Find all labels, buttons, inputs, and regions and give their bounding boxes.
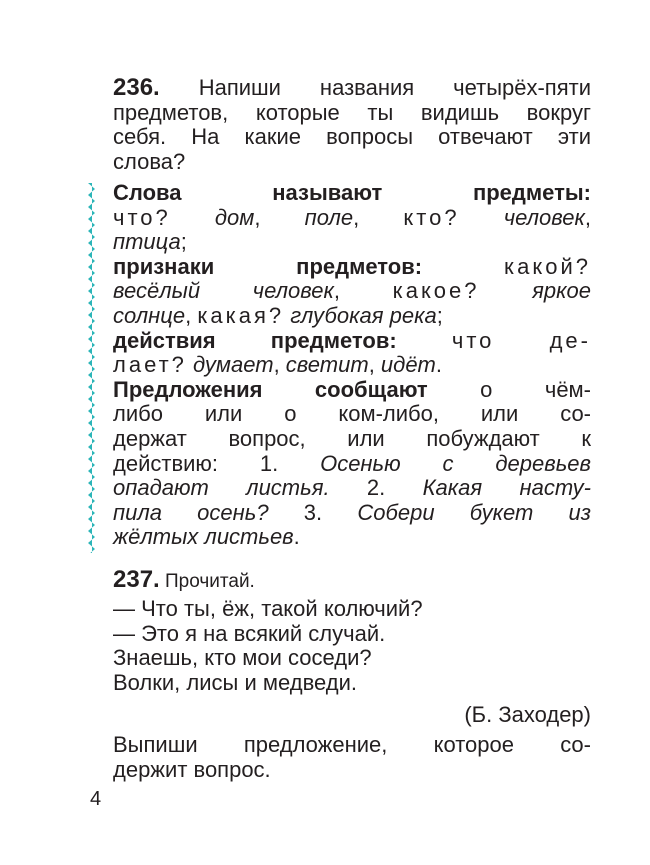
text-segment: что (451, 328, 495, 353)
text-line (113, 230, 591, 255)
text-segment: пила осень? (113, 500, 269, 525)
text-segment: де- (549, 328, 591, 353)
text-line (113, 427, 591, 452)
text-line (113, 646, 591, 671)
text-segment: о чём- (427, 377, 591, 402)
text-segment: держат вопрос, или побуждают к (113, 426, 591, 451)
text-segment: Прочитай. (159, 571, 255, 592)
text-segment: — Это я на всякий случай. (113, 620, 386, 646)
text-segment: действию: 1. (113, 451, 321, 476)
exercise-237-task (113, 733, 591, 782)
text-segment: опадают листья. (113, 476, 330, 501)
text-segment: Предложения сообщают (113, 377, 428, 402)
text-segment: 237. (113, 566, 160, 593)
text-segment: жёлтых листьев (113, 524, 294, 550)
text-line (113, 758, 591, 783)
text-line (113, 279, 591, 304)
text-line (113, 255, 591, 280)
text-line (113, 525, 591, 550)
grammar-rule-box (113, 181, 591, 550)
text-segment: 3. (268, 500, 358, 525)
text-segment: держит вопрос. (113, 756, 271, 782)
text-segment: Волки, лисы и медведи. (113, 669, 357, 695)
rule-box-zigzag-border (86, 183, 98, 553)
text-segment (171, 206, 215, 230)
text-segment: какая? (197, 302, 285, 328)
text-segment (480, 279, 533, 303)
text-line (113, 476, 591, 501)
text-segment: ; (180, 229, 187, 255)
text-segment (494, 329, 549, 353)
text-segment: идёт (380, 352, 436, 378)
text-segment: , (333, 279, 393, 304)
text-segment (460, 206, 504, 230)
text-line (113, 150, 591, 175)
text-segment: Слова называют предметы: (113, 181, 591, 205)
text-segment: Собери букет из (357, 500, 591, 525)
text-segment: ; (436, 302, 443, 328)
text-line (113, 76, 591, 101)
text-segment: Выпиши предложение, которое со- (113, 733, 591, 757)
text-segment: , (273, 352, 286, 378)
text-segment: поле (304, 205, 354, 230)
text-segment: думает (193, 352, 274, 378)
poem-author (113, 703, 631, 728)
text-segment: , (185, 302, 198, 328)
text-segment: действия предметов: (113, 328, 397, 353)
poem (113, 597, 591, 695)
text-segment: , (353, 205, 404, 230)
text-segment: — Что ты, ёж, такой колючий? (113, 596, 423, 621)
text-line (113, 452, 591, 477)
text-line (113, 353, 591, 378)
text-line (113, 304, 591, 329)
text-segment: светит (285, 352, 369, 378)
text-segment: признаки предметов: (113, 254, 423, 279)
exercise-236 (113, 76, 591, 174)
text-segment: птица (113, 229, 181, 255)
exercise-237-heading (113, 568, 591, 593)
text-segment: , (254, 205, 305, 230)
text-line (113, 501, 591, 526)
text-segment: (Б. Заходер) (464, 702, 591, 727)
text-segment (397, 329, 452, 353)
text-line (113, 703, 591, 728)
text-line (113, 622, 591, 647)
text-line (113, 101, 591, 126)
text-segment: себя. На какие вопросы отвечают эти (113, 125, 591, 150)
text-line (113, 597, 591, 622)
text-segment: что? (113, 205, 171, 230)
text-segment: солнце (113, 302, 186, 328)
text-segment: Какая насту- (422, 476, 591, 501)
text-line (113, 329, 591, 354)
text-segment: предметов, которые ты видишь вокруг (113, 100, 591, 125)
text-line (113, 181, 591, 206)
text-segment: лает? (113, 352, 187, 378)
text-segment: Знаешь, кто мои соседи? (113, 645, 372, 671)
text-line (113, 402, 591, 427)
text-segment: 2. (329, 476, 423, 501)
text-segment: 236. (113, 76, 160, 101)
text-segment: глубокая река (290, 302, 437, 328)
text-segment (422, 255, 504, 279)
text-segment: Осенью с деревьев (320, 451, 591, 476)
text-line (113, 206, 591, 231)
text-segment: , (368, 352, 381, 378)
page-number: 4 (90, 788, 102, 810)
text-segment: слова? (113, 148, 186, 174)
text-segment: , (584, 205, 591, 230)
text-segment: . (435, 352, 443, 378)
text-segment: весёлый человек (113, 279, 334, 304)
text-segment: дом (214, 205, 255, 230)
text-line (113, 733, 591, 758)
text-segment: человек (503, 205, 585, 230)
text-segment: какой? (504, 254, 591, 279)
text-segment: либо или о ком-либо, или со- (113, 402, 591, 427)
zigzag-shape (88, 183, 95, 553)
text-line (113, 125, 591, 150)
text-segment: Напиши названия четырёх-пяти (159, 76, 591, 100)
text-segment: какое? (392, 279, 480, 304)
text-segment: яркое (532, 279, 591, 304)
text-line (113, 671, 591, 696)
text-line (113, 378, 591, 403)
text-line (113, 568, 591, 593)
text-segment: кто? (403, 205, 460, 230)
text-segment: . (293, 524, 300, 550)
